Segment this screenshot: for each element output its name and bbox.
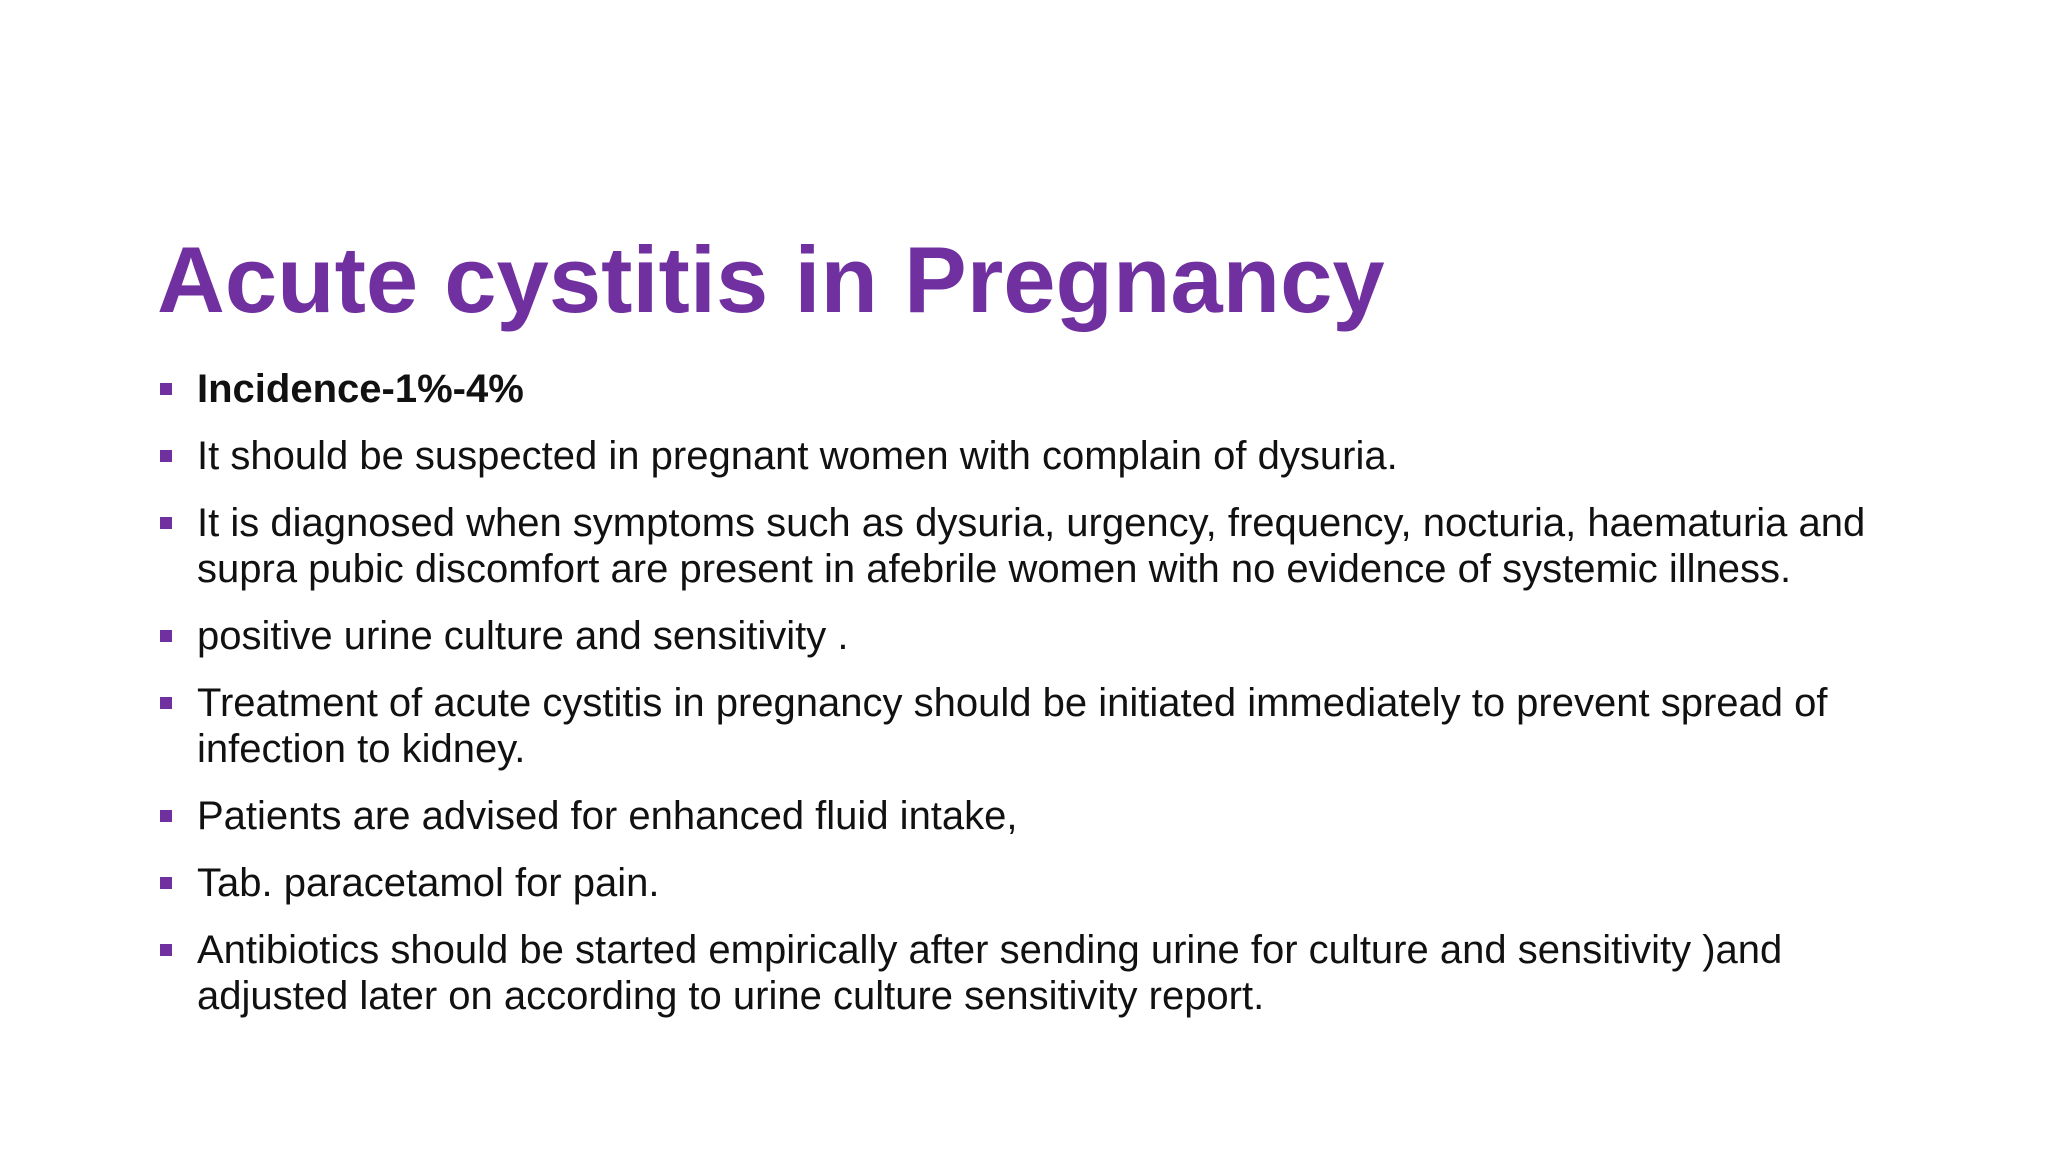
bullet-text: It should be suspected in pregnant women with complain of dysuria.	[197, 434, 1398, 478]
square-bullet-icon	[160, 383, 172, 395]
bullet-text: It is diagnosed when symptoms such as dysuria, urgency, frequency, nocturia, haematuria and supra pubic discomfort are present in afebrile women with no evidence of systemic illness.	[197, 501, 1866, 591]
bullet-text: Incidence-1%-4%	[197, 367, 524, 411]
bullet-item	[160, 366, 1920, 412]
square-bullet-icon	[160, 944, 172, 956]
bullet-text: Treatment of acute cystitis in pregnancy should be initiated immediately to prevent spread of infection to kidney.	[197, 681, 1828, 771]
square-bullet-icon	[160, 450, 172, 462]
bullet-item	[160, 793, 1920, 839]
square-bullet-icon	[160, 697, 172, 709]
bullet-item	[160, 860, 1920, 906]
bullet-text: Patients are advised for enhanced fluid intake,	[197, 794, 1018, 838]
square-bullet-icon	[160, 877, 172, 889]
bullet-item	[160, 927, 1920, 1019]
bullet-item	[160, 500, 1920, 592]
square-bullet-icon	[160, 810, 172, 822]
square-bullet-icon	[160, 630, 172, 642]
square-bullet-icon	[160, 517, 172, 529]
bullet-text: Antibiotics should be started empirically after sending urine for culture and sensitivity )and adjusted later on according to urine culture sensitivity report.	[197, 928, 1783, 1018]
bullet-item	[160, 680, 1920, 772]
bullet-text: positive urine culture and sensitivity .	[197, 614, 849, 658]
bullet-item	[160, 433, 1920, 479]
slide-title: Acute cystitis in Pregnancy	[157, 227, 1385, 332]
bullet-list	[160, 366, 1920, 1040]
bullet-text: Tab. paracetamol for pain.	[197, 861, 660, 905]
bullet-item	[160, 613, 1920, 659]
